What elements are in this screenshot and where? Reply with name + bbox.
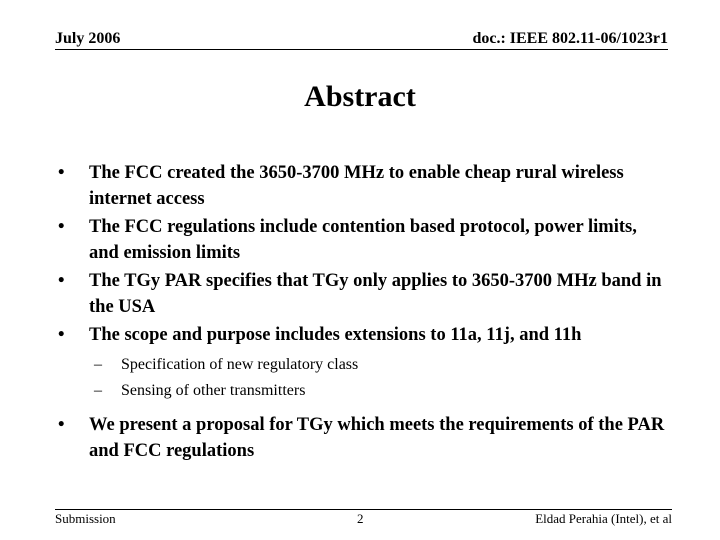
header-rule (55, 49, 668, 50)
bullet-item (58, 268, 668, 320)
bullet-dot: • (58, 217, 65, 237)
bullet-item (58, 322, 668, 404)
bullet-list (58, 160, 668, 466)
sub-bullet-item (58, 378, 668, 404)
bullet-item (58, 214, 668, 266)
bullet-dot: • (58, 415, 65, 435)
bullet-text: We present a proposal for TGy which meets the requirements of the PAR and FCC regulations (89, 415, 665, 461)
bullet-text: The scope and purpose includes extensions to 11a, 11j, and 11h (89, 325, 582, 345)
bullet-text: The FCC created the 3650-3700 MHz to enable cheap rural wireless internet access (89, 163, 624, 209)
bullet-dot: • (58, 325, 65, 345)
sub-bullet-item (58, 352, 668, 378)
footer-page-number: 2 (357, 511, 364, 526)
sub-bullet-dash: – (94, 356, 102, 373)
bullet-text: The FCC regulations include contention based protocol, power limits, and emission limits (89, 217, 637, 263)
footer-rule (55, 509, 672, 510)
sub-bullet-text: Specification of new regulatory class (121, 356, 359, 373)
header-doc-id: doc.: IEEE 802.11-06/1023r1 (472, 30, 668, 47)
bullet-dot: • (58, 163, 65, 183)
sub-bullet-dash: – (94, 382, 102, 399)
bullet-dot: • (58, 271, 65, 291)
sub-bullet-list (89, 352, 668, 404)
footer-submission: Submission (55, 511, 116, 526)
slide-title: Abstract (304, 80, 416, 113)
header-date: July 2006 (55, 30, 121, 47)
bullet-text: The TGy PAR specifies that TGy only applies to 3650-3700 MHz band in the USA (89, 271, 662, 317)
bullet-item (58, 160, 668, 212)
sub-bullet-text: Sensing of other transmitters (121, 382, 306, 399)
bullet-item (58, 412, 668, 464)
footer-author: Eldad Perahia (Intel), et al (535, 511, 672, 526)
